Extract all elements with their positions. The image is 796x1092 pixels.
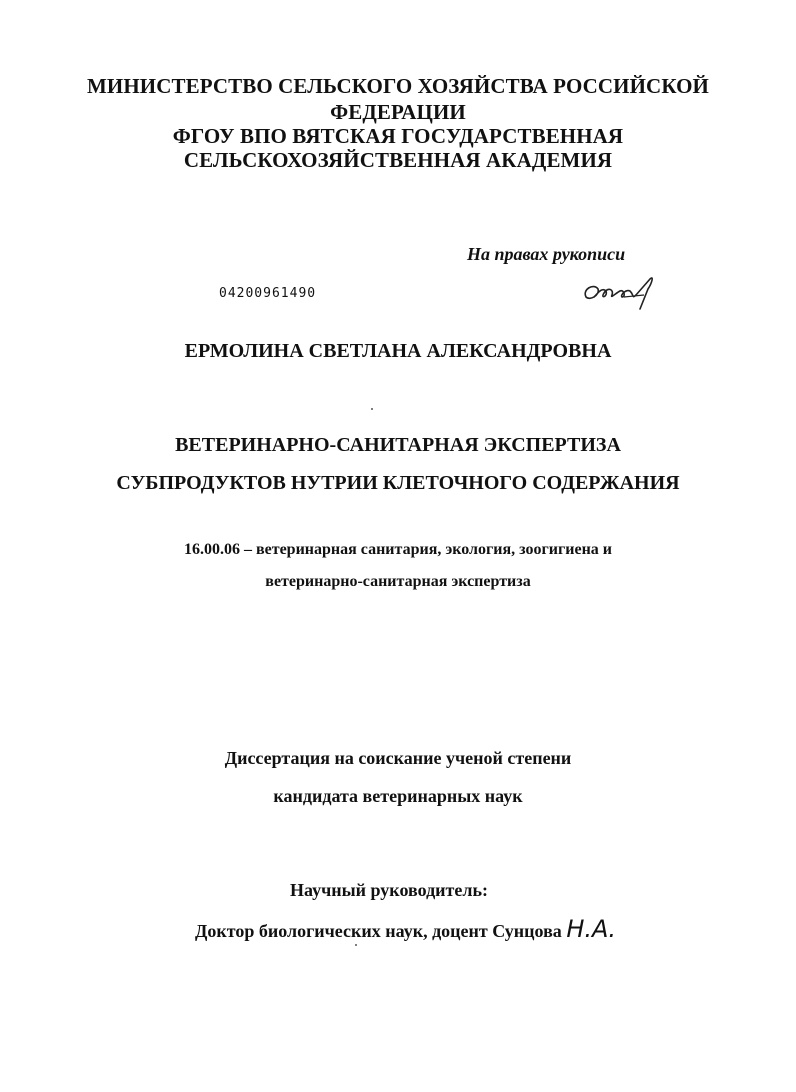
manuscript-note: На правах рукописи [467, 244, 626, 264]
specialty-line-1: 16.00.06 – ветеринарная санитария, экология, зоогигиена и [183, 541, 613, 558]
title-line-2: СУБПРОДУКТОВ НУТРИИ КЛЕТОЧНОГО СОДЕРЖАНИЯ [116, 472, 680, 494]
academy-line-1: ФГОУ ВПО ВЯТСКАЯ ГОСУДАРСТВЕННАЯ [172, 124, 624, 148]
ministry-line-2: ФЕДЕРАЦИИ [330, 100, 466, 124]
academy-line-2: СЕЛЬСКОХОЗЯЙСТВЕННАЯ АКАДЕМИЯ [183, 148, 613, 172]
supervisor-title-name: Доктор биологических наук, доцент Сунцова [195, 921, 562, 941]
title-line-1: ВЕТЕРИНАРНО-САНИТАРНАЯ ЭКСПЕРТИЗА [175, 434, 621, 456]
specialty-line-2: ветеринарно-санитарная экспертиза [265, 573, 531, 590]
ministry-line-1: МИНИСТЕРСТВО СЕЛЬСКОГО ХОЗЯЙСТВА РОССИЙСКОЙ [86, 74, 709, 98]
degree-line-1: Диссертация на соискание ученой степени [224, 748, 572, 768]
scan-speck [355, 944, 357, 946]
author-name: ЕРМОЛИНА СВЕТЛАНА АЛЕКСАНДРОВНА [184, 340, 612, 362]
degree-line-2: кандидата ветеринарных наук [273, 786, 523, 806]
supervisor-name [195, 915, 616, 943]
supervisor-label: Научный руководитель: [290, 880, 488, 900]
document-code: 04200961490 [219, 286, 317, 301]
signature-icon [580, 275, 660, 315]
supervisor-initials: Н.А. [566, 915, 617, 943]
scan-speck [371, 408, 373, 410]
